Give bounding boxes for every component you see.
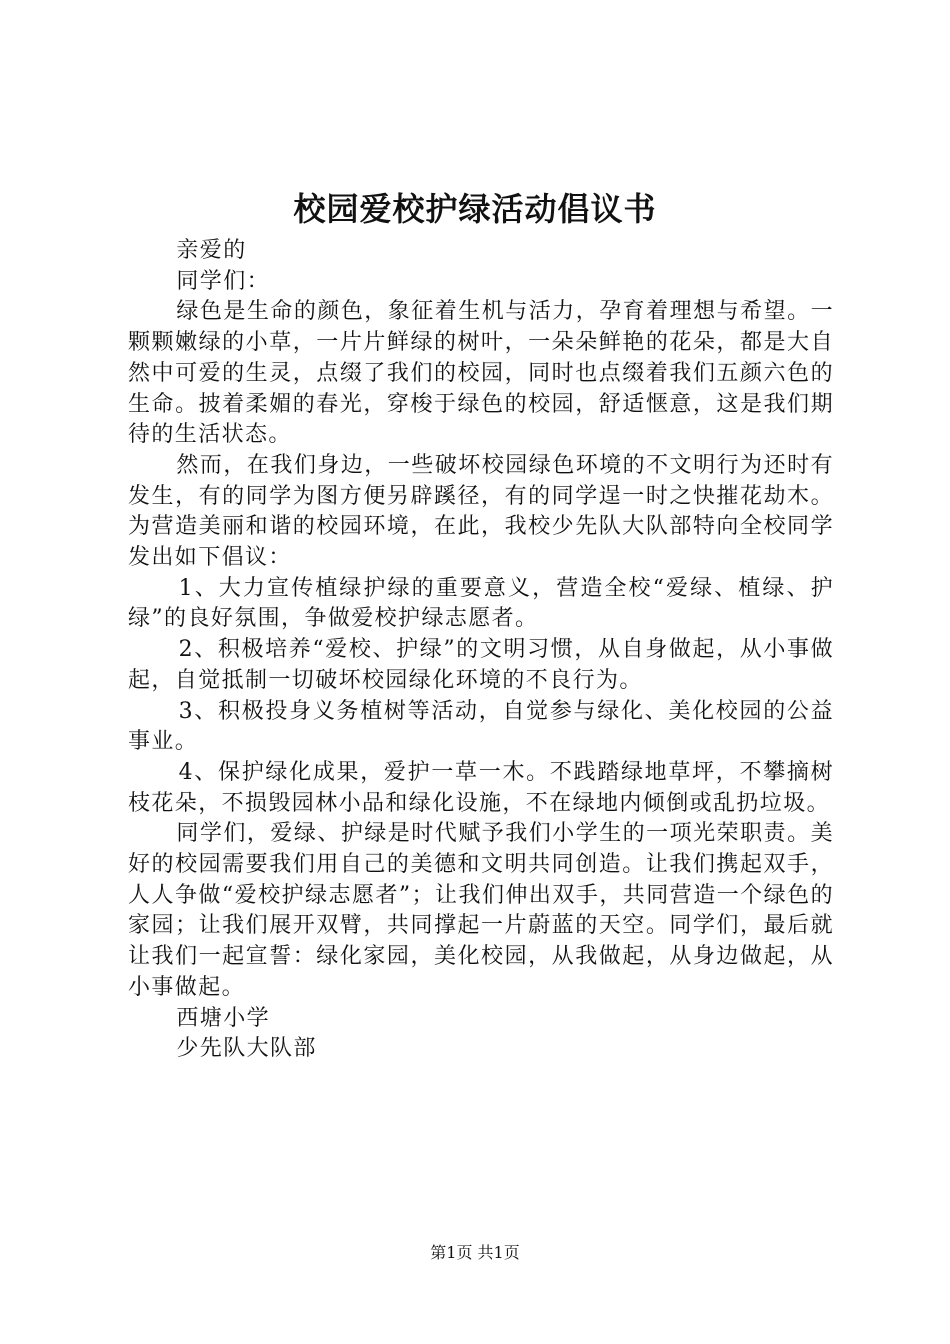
proposal-item-3: 3、积极投身义务植树等活动，自觉参与绿化、美化校园的公益事业。 (128, 698, 834, 755)
paragraph-intro: 绿色是生命的颜色，象征着生机与活力，孕育着理想与希望。一颗颗嫩绿的小草，一片片鲜绿的树叶，一朵朵鲜艳的花朵，都是大自然中可爱的生灵，点缀了我们的校园，同时也点缀着我们五颜六色的生命。披着柔媚的春光，穿梭于绿色的校园，舒适惬意，这是我们期待的生活状态。 (128, 299, 834, 448)
salutation-line-2: 同学们： (176, 268, 270, 294)
document-title: 校园爱校护绿活动倡议书 (293, 190, 657, 228)
proposal-item-1: 1、大力宣传植绿护绿的重要意义，营造全校“爱绿、植绿、护绿”的良好氛围，争做爱校护绿志愿者。 (128, 575, 834, 632)
signature-school: 西塘小学 (176, 1005, 270, 1031)
signature-department: 少先队大队部 (176, 1036, 317, 1062)
paragraph-problem: 然而，在我们身边，一些破坏校园绿色环境的不文明行为还时有发生，有的同学为图方便另辟蹊径，有的同学逞一时之快摧花劫木。为营造美丽和谐的校园环境，在此，我校少先队大队部特向全校同学发出如下倡议： (128, 452, 834, 571)
page-number: 第1页 共1页 (430, 1243, 520, 1262)
document-body (128, 236, 834, 1065)
paragraph-closing: 同学们，爱绿、护绿是时代赋予我们小学生的一项光荣职责。美好的校园需要我们用自己的美德和文明共同创造。让我们携起双手，人人争做“爱校护绿志愿者”；让我们伸出双手，共同营造一个绿色的家园；让我们展开双臂，共同撑起一片蔚蓝的天空。同学们，最后就让我们一起宣誓：绿化家园，美化校园，从我做起，从身边做起，从小事做起。 (128, 821, 834, 1000)
proposal-item-4: 4、保护绿化成果，爱护一草一木。不践踏绿地草坪，不攀摘树枝花朵，不损毁园林小品和绿化设施，不在绿地内倾倒或乱扔垃圾。 (128, 759, 834, 816)
proposal-item-2: 2、积极培养“爱校、护绿”的文明习惯，从自身做起，从小事做起，自觉抵制一切破坏校园绿化环境的不良行为。 (128, 637, 834, 693)
salutation-line-1: 亲爱的 (176, 238, 247, 263)
